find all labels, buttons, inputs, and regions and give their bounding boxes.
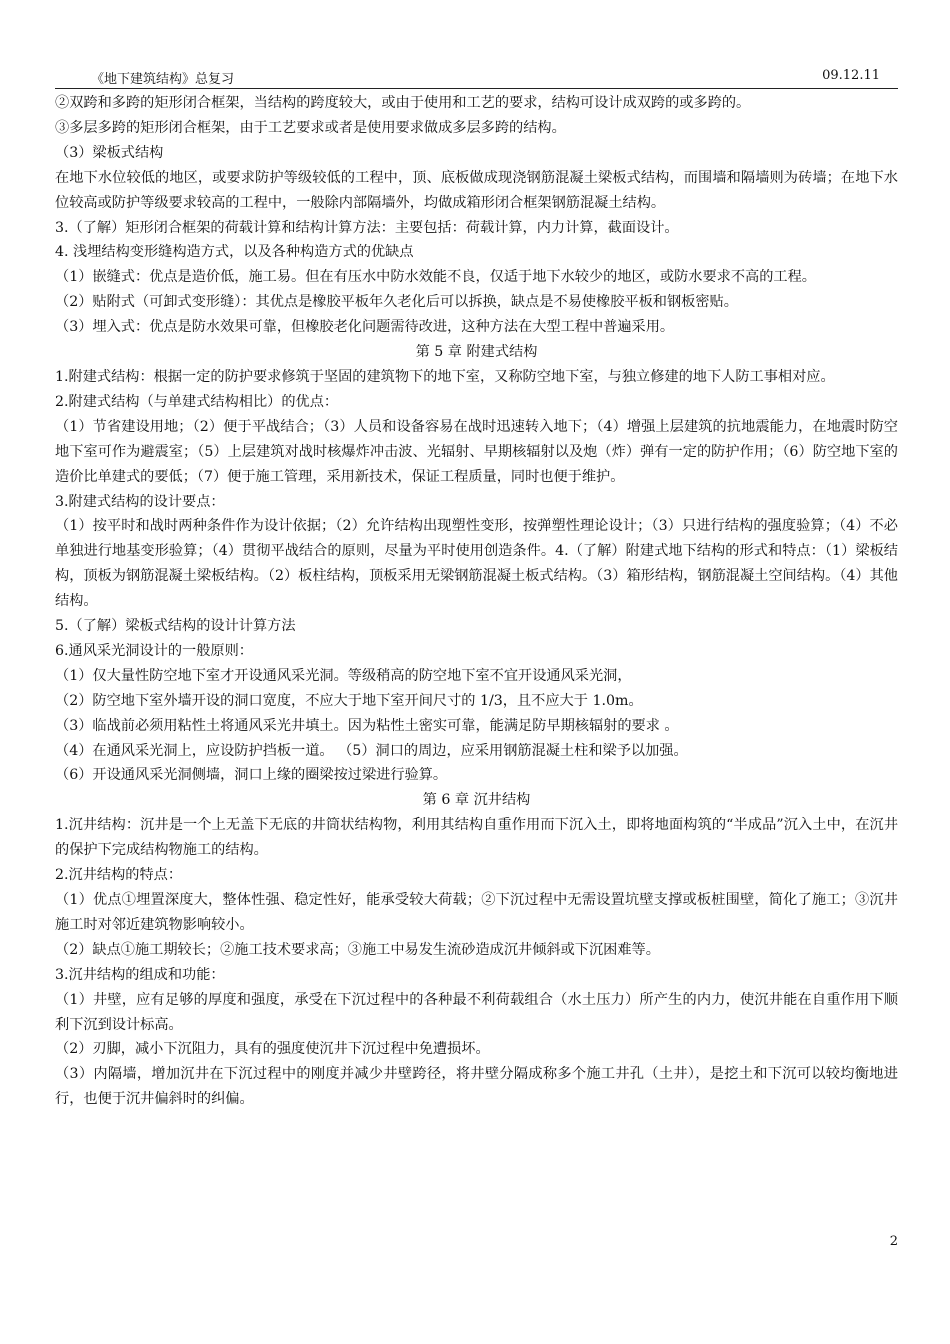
chapter-heading: 第 5 章 附建式结构 [415, 344, 538, 361]
page-header [55, 66, 898, 89]
paragraph: 1.附建式结构：根据一定的防护要求修筑于坚固的建筑物下的地下室，又称防空地下室，与独立修建的地下人防工事相对应。 [55, 368, 835, 385]
header-title: 《地下建筑结构》总复习 [91, 72, 235, 87]
paragraph: （3）内隔墙，增加沉井在下沉过程中的刚度并减少井壁跨径，将井壁分隔成称多个施工井孔（土井），是挖土和下沉可以较均衡地进行，也便于沉井偏斜时的纠偏。 [55, 1066, 898, 1108]
paragraph: （1）节省建设用地；（2）便于平战结合；（3）人员和设备容易在战时迅速转入地下；（4）增强上层建筑的抗地震能力，在地震时防空地下室可作为避震室；（5）上层建筑对战时核爆炸冲击波、光辐射、早期核辐射以及炮（炸）弹有一定的防护作用；（6）防空地下室的造价比单建式的要低；（7）便于施工管理，采用新技术，保证工程质量，同时也便于维护。 [55, 418, 898, 485]
paragraph: （6）开设通风采光洞侧墙，洞口上缘的圈梁按过梁进行验算。 [55, 767, 448, 784]
header-date: 09.12.11 [822, 68, 880, 83]
paragraph: （1）按平时和战时两种条件作为设计依据；（2）允许结构出现塑性变形，按弹塑性理论设计；（3）只进行结构的强度验算；（4）不必单独进行地基变形验算；（4）贯彻平战结合的原则，尽量为平时使用创造条件。4.（了解）附建式地下结构的形式和特点：（1）梁板结构，顶板为钢筋混凝土梁板结构。（2）板柱结构，顶板采用无梁钢筋混凝土板式结构。（3）箱形结构，钢筋混凝土空间结构。（4）其他结构。 [55, 518, 898, 610]
paragraph: 5.（了解）梁板式结构的设计计算方法 [55, 618, 296, 635]
paragraph: 3.（了解）矩形闭合框架的荷载计算和结构计算方法：主要包括：荷载计算，内力计算，截面设计。 [55, 219, 679, 236]
paragraph: （4）在通风采光洞上，应设防护挡板一道。 （5）洞口的周边，应采用钢筋混凝土柱和梁予以加强。 [55, 742, 688, 759]
chapter-heading: 第 6 章 沉井结构 [422, 792, 531, 809]
paragraph: 2.沉井结构的特点： [55, 867, 183, 884]
paragraph: 在地下水位较低的地区，或要求防护等级较低的工程中，顶、底板做成现浇钢筋混凝土梁板式结构，而围墙和隔墙则为砖墙；在地下水位较高或防护等级要求较高的工程中，一般除内部隔墙外，均做成箱形闭合框架钢筋混凝土结构。 [55, 169, 898, 211]
paragraph: ②双跨和多跨的矩形闭合框架，当结构的跨度较大，或由于使用和工艺的要求，结构可设计成双跨的或多跨的。 [55, 95, 751, 111]
paragraph: 6.通风采光洞设计的一般原则： [55, 642, 253, 659]
document-page [55, 66, 898, 1112]
paragraph: 3.沉井结构的组成和功能： [55, 966, 225, 983]
document-body [55, 91, 898, 1112]
paragraph: （1）井壁，应有足够的厚度和强度，承受在下沉过程中的各种最不利荷载组合（水土压力）所产生的内力，使沉井能在自重作用下顺利下沉到设计标高。 [55, 991, 898, 1033]
paragraph: （1）优点①埋置深度大，整体性强、稳定性好，能承受较大荷载；②下沉过程中无需设置坑壁支撑或板桩围壁，简化了施工；③沉井施工时对邻近建筑物影响较小。 [55, 892, 898, 933]
paragraph: ③多层多跨的矩形闭合框架，由于工艺要求或者是使用要求做成多层多跨的结构。 [55, 119, 566, 136]
paragraph: （2）刃脚，减小下沉阻力，具有的强度使沉井下沉过程中免遭损坏。 [55, 1041, 490, 1058]
subheading: （3）梁板式结构 [55, 144, 164, 161]
paragraph: （2）缺点①施工期较长；②施工技术要求高；③施工中易发生流砂造成沉井倾斜或下沉困难等。 [55, 941, 660, 958]
paragraph: （3）埋入式：优点是防水效果可靠，但橡胶老化问题需待改进，这种方法在大型工程中普遍采用。 [55, 319, 675, 336]
paragraph: （2）防空地下室外墙开设的洞口宽度，不应大于地下室开间尺寸的 1/3，且不应大于 1.0m。 [55, 692, 643, 709]
paragraph: （2）贴附式（可卸式变形缝）：其优点是橡胶平板年久老化后可以拆换，缺点是不易使橡胶平板和钢板密贴。 [55, 294, 738, 311]
paragraph: （1）嵌缝式：优点是造价低，施工易。但在有压水中防水效能不良，仅适于地下水较少的地区，或防水要求不高的工程。 [55, 269, 816, 286]
paragraph: （3）临战前必须用粘性土将通风采光井填土。因为粘性土密实可靠，能满足防早期核辐射的要求 。 [55, 717, 679, 734]
paragraph: 1.沉井结构：沉井是一个上无盖下无底的井筒状结构物，利用其结构自重作用而下沉入土，即将地面构筑的“半成品”沉入土中，在沉井的保护下完成结构物施工的结构。 [55, 817, 899, 859]
page-number: 2 [889, 1234, 898, 1249]
paragraph: 3.附建式结构的设计要点： [55, 493, 225, 510]
paragraph: 2.附建式结构（与单建式结构相比）的优点： [55, 393, 339, 410]
paragraph: （1）仅大量性防空地下室才开设通风采光洞。等级稍高的防空地下室不宜开设通风采光洞， [55, 667, 632, 684]
paragraph: 4. 浅埋结构变形缝构造方式，以及各种构造方式的优缺点 [55, 244, 414, 261]
